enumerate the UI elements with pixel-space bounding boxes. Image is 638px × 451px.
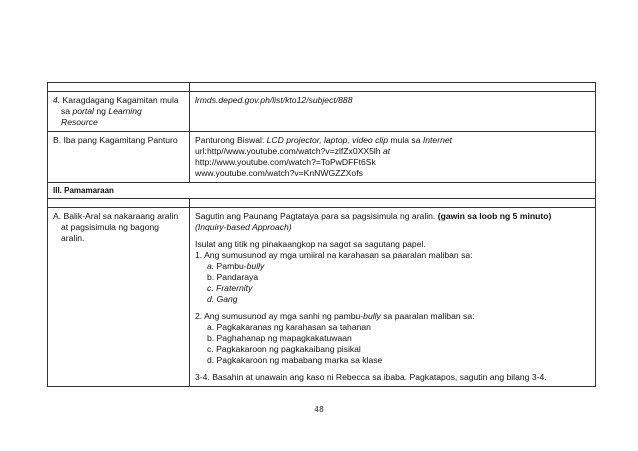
- row-label-other-materials: B. Iba pang Kagamitang Panturo: [48, 132, 190, 183]
- q2-option-d: d. Pagkakaroon ng mababang marka sa klase: [207, 355, 383, 365]
- page-number: 48: [314, 405, 324, 414]
- lesson-plan-table: [47, 82, 596, 387]
- table-row-review: [48, 208, 596, 387]
- table-row-section-heading: [48, 183, 596, 199]
- q1-option-d: d. Gang: [207, 294, 238, 304]
- spacer-cell-left: [48, 83, 190, 92]
- table-row-other-materials: [48, 132, 596, 183]
- question-2: 2. Ang sumusunod ay mga sanhi ng pambu-bully sa paaralan maliban sa:: [195, 311, 475, 321]
- spacer-row-2: [48, 199, 596, 208]
- row-content-visual-aids: Panturong Biswal: LCD projector, laptop, video clip mula sa Internet url:http//www.youtube.com/watch?v=zlfZx0XX5lh at http://www.youtube.com/watch?=ToPwDFFt6Sk www.youtube.com/watch?v=KnNWGZZXofs: [190, 132, 596, 183]
- lrmds-link[interactable]: lrmds.deped.gov.ph/list/kto12/subject/888: [195, 95, 353, 105]
- section-heading: III. Pamamaraan: [48, 183, 596, 199]
- q2-option-a: a. Pagkakaranas ng karahasan sa tahanan: [207, 322, 371, 332]
- spacer-cell-right: [190, 83, 596, 92]
- row-content-lrmds-link: [190, 92, 596, 132]
- row-label-review: A. Balik-Aral sa nakaraang aralin at pagsisimula ng bagong aralin.: [48, 208, 190, 387]
- q2-option-b: b. Paghahanap ng mapagkakatuwaan: [207, 333, 352, 343]
- item-number: 4.: [53, 95, 61, 105]
- spacer-cell-right-2: [190, 199, 596, 208]
- question-3-4: 3-4. Basahin at unawain ang kaso ni Rebecca sa ibaba. Pagkatapos, sagutin ang bilang 3-4.: [195, 372, 547, 382]
- youtube-link-2[interactable]: http://www.youtube.com/watch?=ToPwDFFt6Sk: [195, 157, 376, 167]
- q1-option-a: a. Pambu-bully: [207, 261, 265, 271]
- row-label-additional-materials: 4. Karagdagang Kagamitan mula sa portal ng Learning Resource: [48, 92, 190, 132]
- q1-option-c: c. Fraternity: [207, 283, 253, 293]
- youtube-link-3[interactable]: www.youtube.com/watch?v=KnNWGZZXofs: [195, 168, 363, 178]
- row-content-pretest: Sagutin ang Paunang Pagtataya para sa pagsisimula ng aralin. (gawin sa loob ng 5 minuto) (Inquiry-based Approach) Isulat ang titik ng pinakaangkop na sagot sa sagutang papel. 1. Ang sumusunod ay mga umiiral na karahasan sa paaralan maliban sa: a. Pambu-bully b. Pandaraya c. Fraternity d. Gang 2. Ang sumusunod ay mga sanhi ng pambu-bully sa paaralan maliban sa: a. Pagkakaranas ng karahasan sa tahanan b. Paghahanap ng mapagkakatuwaan c. Pagkakaroon ng pagkakaibang pisikal d. Pagkakaroon ng mababang marka sa klase 3-4. Basahin at unawain ang kaso ni Rebecca sa ibaba. Pagkatapos, sagutin ang bilang 3-4.: [190, 208, 596, 387]
- question-1: 1. Ang sumusunod ay mga umiiral na karahasan sa paaralan maliban sa:: [195, 250, 473, 260]
- q2-option-c: c. Pagkakaroon ng pagkakaibang pisikal: [207, 344, 361, 354]
- spacer-row: [48, 83, 596, 92]
- youtube-link-1[interactable]: url:http//www.youtube.com/watch?v=zlfZx0XX5lh: [195, 146, 383, 156]
- spacer-cell-left-2: [48, 199, 190, 208]
- q1-option-b: b. Pandaraya: [207, 272, 259, 282]
- table-row-additional-materials: [48, 92, 596, 132]
